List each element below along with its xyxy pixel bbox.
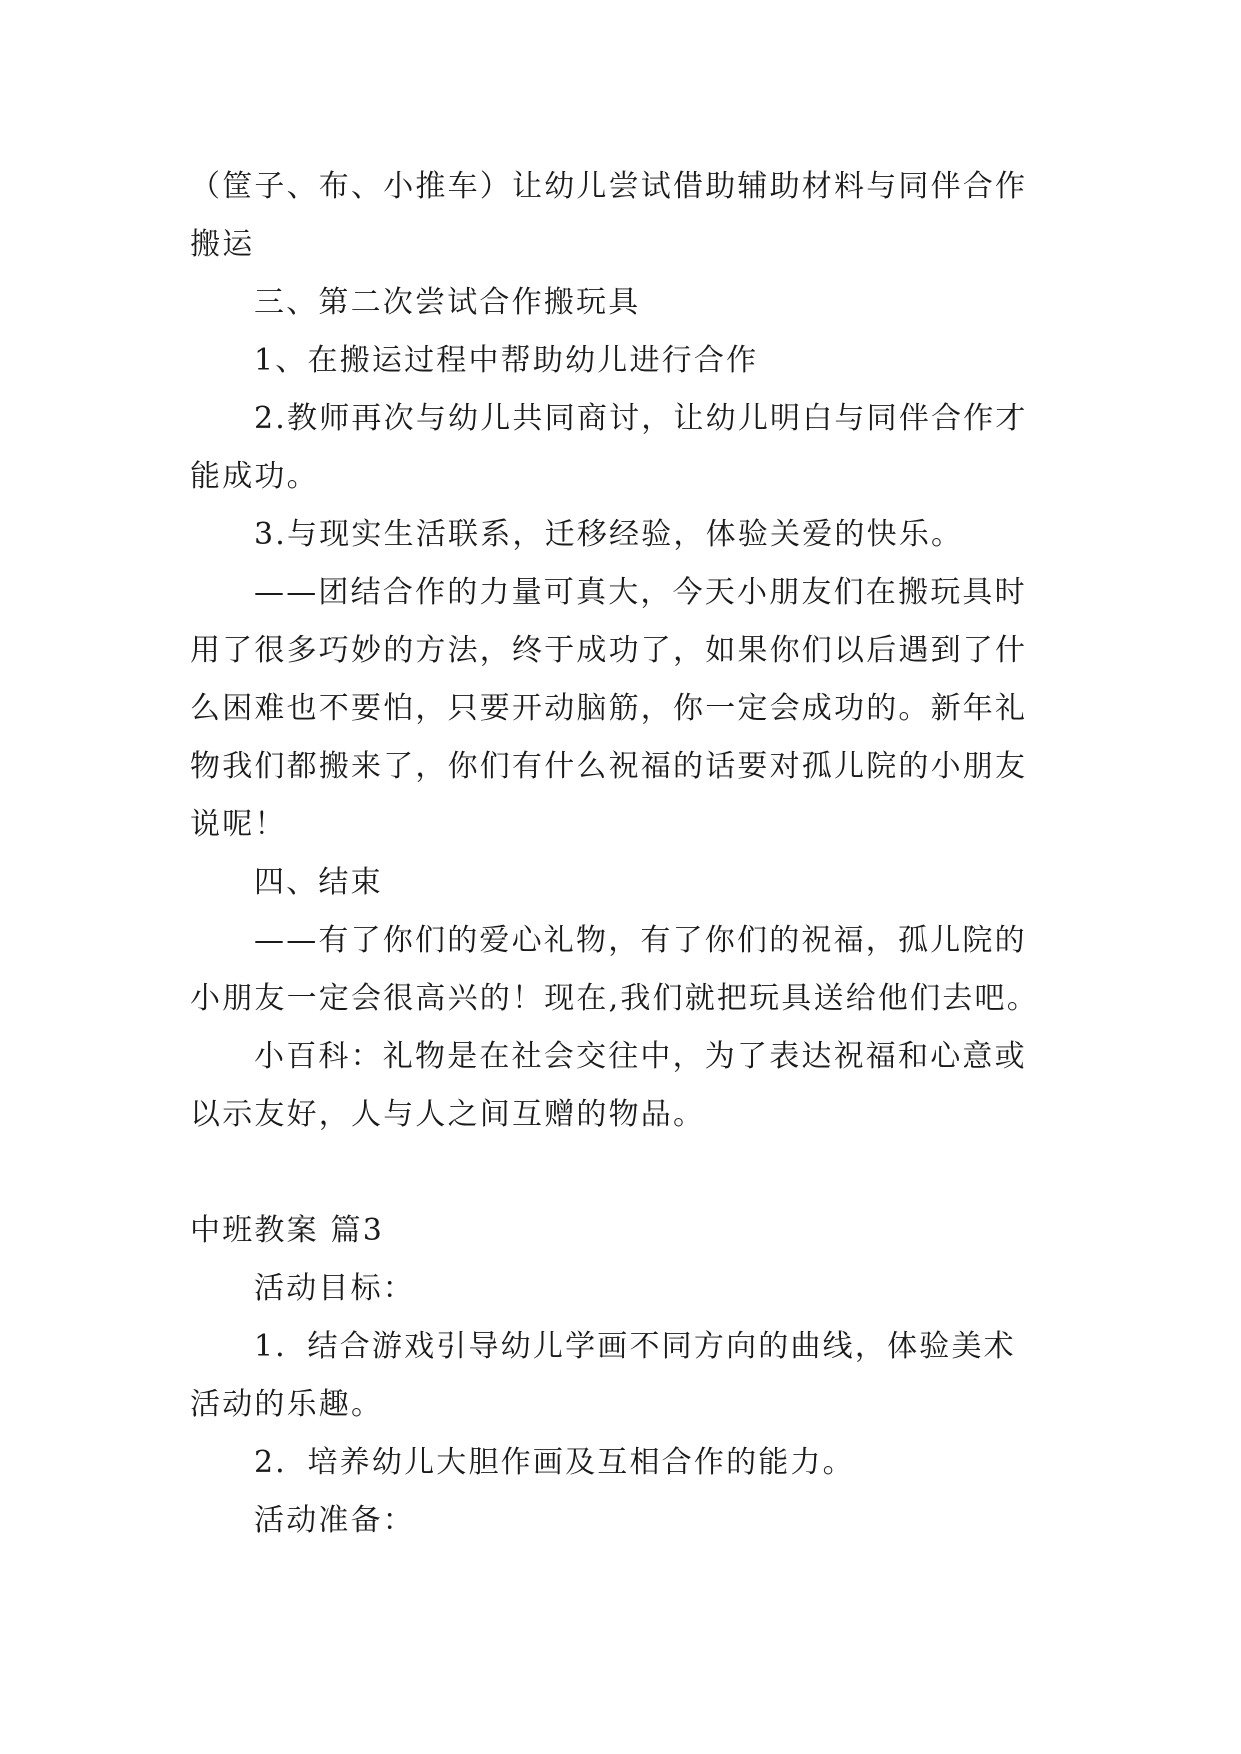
- paragraph-line: 小百科：礼物是在社会交往中，为了表达祝福和心意或: [254, 1039, 1027, 1074]
- paragraph-line: 么困难也不要怕，只要开动脑筋，你一定会成功的。新年礼: [190, 691, 1028, 726]
- paragraph-line: 以示友好，人与人之间互赠的物品。: [190, 1097, 706, 1132]
- section-heading: 三、第二次尝试合作搬玩具: [254, 285, 641, 320]
- paragraph-line: 1、在搬运过程中帮助幼儿进行合作: [254, 343, 759, 378]
- paragraph-line: 能成功。: [190, 459, 319, 494]
- paragraph-line: ——团结合作的力量可真大，今天小朋友们在搬玩具时: [254, 575, 1027, 610]
- paragraph-line: 用了很多巧妙的方法，终于成功了，如果你们以后遇到了什: [190, 633, 1028, 668]
- paragraph-line: ——有了你们的爱心礼物，有了你们的祝福，孤儿院的: [254, 923, 1027, 958]
- paragraph-line: （筐子、布、小推车）让幼儿尝试借助辅助材料与同伴合作: [190, 169, 1028, 204]
- blank-line: [190, 1144, 1058, 1202]
- paragraph-line: 小朋友一定会很高兴的！现在,我们就把玩具送给他们去吧。: [190, 981, 1039, 1016]
- paragraph-line: 2．培养幼儿大胆作画及互相合作的能力。: [254, 1445, 855, 1480]
- paragraph-line: 1．结合游戏引导幼儿学画不同方向的曲线，体验美术: [254, 1329, 1016, 1364]
- paragraph-line: 搬运: [190, 227, 255, 262]
- paragraph-line: 2.教师再次与幼儿共同商讨，让幼儿明白与同伴合作才: [254, 401, 1028, 436]
- paragraph-line: 说呢！: [190, 807, 287, 842]
- section-heading: 四、结束: [254, 865, 383, 900]
- lesson-title: 中班教案 篇3: [190, 1213, 385, 1248]
- section-heading: 活动目标：: [254, 1271, 415, 1306]
- document-body: [190, 158, 1058, 1550]
- paragraph-line: 3.与现实生活联系，迁移经验，体验关爱的快乐。: [254, 517, 964, 552]
- paragraph-line: 物我们都搬来了，你们有什么祝福的话要对孤儿院的小朋友: [190, 749, 1028, 784]
- paragraph-line: 活动的乐趣。: [190, 1387, 384, 1422]
- section-heading: 活动准备：: [254, 1503, 415, 1538]
